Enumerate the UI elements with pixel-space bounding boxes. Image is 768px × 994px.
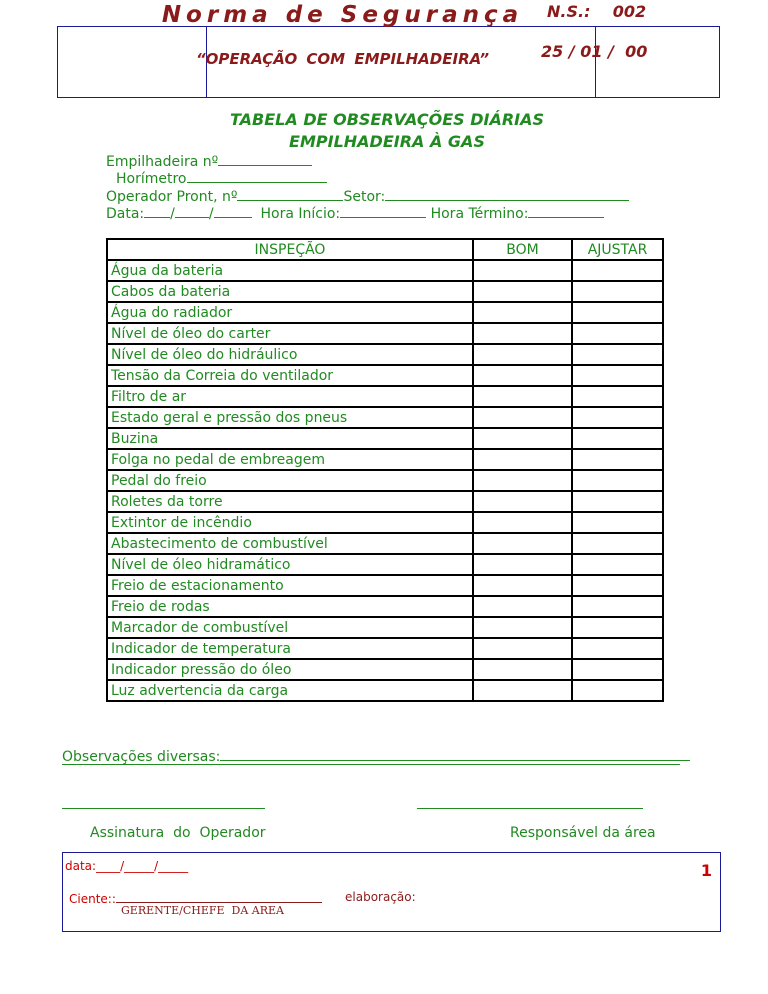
operador-signature-label: Assinatura do Operador — [90, 825, 266, 841]
inspection-item: Estado geral e pressão dos pneus — [107, 407, 473, 428]
ciente-label: Ciente:: — [69, 892, 116, 906]
bom-cell[interactable] — [473, 260, 572, 281]
table-row — [107, 365, 663, 386]
responsavel-signature-label: Responsável da área — [510, 825, 656, 841]
bom-cell[interactable] — [473, 659, 572, 680]
bom-cell[interactable] — [473, 596, 572, 617]
inspection-item: Freio de estacionamento — [107, 575, 473, 596]
setor-blank[interactable] — [385, 188, 629, 201]
header-date: 25 / 01 / 00 — [541, 42, 648, 61]
field-horimetro — [116, 170, 327, 187]
ns-cell — [595, 27, 721, 97]
footer-box — [62, 852, 721, 932]
table-row — [107, 491, 663, 512]
bom-cell[interactable] — [473, 323, 572, 344]
table-row — [107, 554, 663, 575]
ajustar-cell[interactable] — [572, 323, 663, 344]
ajustar-cell[interactable] — [572, 638, 663, 659]
page-number: 1 — [700, 861, 712, 880]
ajustar-cell[interactable] — [572, 449, 663, 470]
inspection-item: Tensão da Correia do ventilador — [107, 365, 473, 386]
inspection-item: Água do radiador — [107, 302, 473, 323]
empilhadeira-blank[interactable] — [218, 153, 312, 166]
ajustar-cell[interactable] — [572, 260, 663, 281]
ajustar-cell[interactable] — [572, 365, 663, 386]
inspection-item: Luz advertencia da carga — [107, 680, 473, 701]
bom-cell[interactable] — [473, 470, 572, 491]
ns-number — [547, 2, 646, 21]
data-month-blank[interactable] — [175, 205, 209, 218]
inspection-item: Filtro de ar — [107, 386, 473, 407]
ajustar-cell[interactable] — [572, 596, 663, 617]
empilhadeira-label: Empilhadeira nº — [106, 154, 219, 170]
observacoes-blank-2[interactable] — [62, 764, 680, 765]
table-row — [107, 323, 663, 344]
data-label: Data: — [106, 206, 145, 222]
bom-cell[interactable] — [473, 575, 572, 596]
ciente-blank[interactable] — [116, 890, 322, 903]
inspection-item: Nível de óleo hidramático — [107, 554, 473, 575]
operador-blank[interactable] — [237, 188, 343, 201]
setor-label: Setor: — [343, 189, 386, 205]
operador-signature-line[interactable] — [62, 808, 265, 809]
bom-cell[interactable] — [473, 428, 572, 449]
inspection-item: Nível de óleo do carter — [107, 323, 473, 344]
table-row — [107, 533, 663, 554]
bom-cell[interactable] — [473, 617, 572, 638]
bom-cell[interactable] — [473, 554, 572, 575]
table-title-line1: TABELA DE OBSERVAÇÕES DIÁRIAS — [229, 110, 545, 129]
bom-cell[interactable] — [473, 365, 572, 386]
ajustar-cell[interactable] — [572, 512, 663, 533]
observacoes-label: Observações diversas: — [62, 749, 221, 765]
ajustar-cell[interactable] — [572, 470, 663, 491]
table-row — [107, 512, 663, 533]
ajustar-cell[interactable] — [572, 554, 663, 575]
table-row — [107, 470, 663, 491]
table-row — [107, 428, 663, 449]
bom-cell[interactable] — [473, 407, 572, 428]
gerente-label: GERENTE/CHEFE DA AREA — [121, 904, 284, 917]
header-inspecao: INSPEÇÃO — [107, 239, 473, 260]
ajustar-cell[interactable] — [572, 428, 663, 449]
ajustar-cell[interactable] — [572, 659, 663, 680]
inspection-item: Indicador pressão do óleo — [107, 659, 473, 680]
table-row — [107, 596, 663, 617]
table-row — [107, 407, 663, 428]
ajustar-cell[interactable] — [572, 617, 663, 638]
table-row — [107, 575, 663, 596]
inspection-item: Roletes da torre — [107, 491, 473, 512]
inspection-item: Água da bateria — [107, 260, 473, 281]
ajustar-cell[interactable] — [572, 281, 663, 302]
data-day-blank[interactable] — [144, 205, 170, 218]
bom-cell[interactable] — [473, 302, 572, 323]
bom-cell[interactable] — [473, 386, 572, 407]
bom-cell[interactable] — [473, 638, 572, 659]
hora-inicio-label: Hora Início: — [260, 206, 341, 222]
header-ajustar: AJUSTAR — [572, 239, 663, 260]
table-row — [107, 386, 663, 407]
elaboracao-label: elaboração: — [345, 890, 416, 904]
header-bom: BOM — [473, 239, 572, 260]
ajustar-cell[interactable] — [572, 575, 663, 596]
field-data-hora: Data: / / Hora Início: Hora Término: — [106, 205, 604, 222]
hora-termino-blank[interactable] — [528, 205, 604, 218]
ns-value: 002 — [612, 2, 647, 21]
bom-cell[interactable] — [473, 449, 572, 470]
inspection-item: Freio de rodas — [107, 596, 473, 617]
ajustar-cell[interactable] — [572, 533, 663, 554]
table-row — [107, 449, 663, 470]
ajustar-cell[interactable] — [572, 680, 663, 701]
bom-cell[interactable] — [473, 491, 572, 512]
inspection-item: Cabos da bateria — [107, 281, 473, 302]
observacoes-line — [62, 748, 690, 765]
data-year-blank[interactable] — [214, 205, 252, 218]
table-row — [107, 302, 663, 323]
inspection-item: Abastecimento de combustível — [107, 533, 473, 554]
table-row — [107, 260, 663, 281]
inspection-item: Indicador de temperatura — [107, 638, 473, 659]
ajustar-cell[interactable] — [572, 344, 663, 365]
bom-cell[interactable] — [473, 533, 572, 554]
ajustar-cell[interactable] — [572, 302, 663, 323]
hora-termino-label: Hora Término: — [430, 206, 529, 222]
horimetro-blank[interactable] — [187, 170, 327, 183]
table-row — [107, 680, 663, 701]
responsavel-signature-line[interactable] — [417, 808, 643, 809]
table-row — [107, 617, 663, 638]
inspection-table — [106, 238, 664, 702]
ajustar-cell[interactable] — [572, 386, 663, 407]
horimetro-label: Horímetro — [116, 171, 187, 187]
inspection-item: Buzina — [107, 428, 473, 449]
table-header-row — [107, 239, 663, 260]
field-empilhadeira — [106, 153, 312, 170]
table-row — [107, 659, 663, 680]
ns-label: N.S.: — [547, 2, 591, 21]
inspection-item: Nível de óleo do hidráulico — [107, 344, 473, 365]
operador-label: Operador Pront, nº — [106, 189, 238, 205]
bom-cell[interactable] — [473, 512, 572, 533]
document-subtitle: “OPERAÇÃO COM EMPILHADEIRA” — [195, 50, 490, 68]
observacoes-blank[interactable] — [220, 748, 690, 761]
inspection-item: Pedal do freio — [107, 470, 473, 491]
inspection-item: Marcador de combustível — [107, 617, 473, 638]
table-row — [107, 281, 663, 302]
hora-inicio-blank[interactable] — [340, 205, 426, 218]
document-title: Norma de Segurança — [161, 2, 524, 28]
ajustar-cell[interactable] — [572, 491, 663, 512]
table-row — [107, 344, 663, 365]
bom-cell[interactable] — [473, 344, 572, 365]
ajustar-cell[interactable] — [572, 407, 663, 428]
table-title-line2: EMPILHADEIRA À GAS — [289, 132, 485, 151]
bom-cell[interactable] — [473, 281, 572, 302]
table-row — [107, 638, 663, 659]
bom-cell[interactable] — [473, 680, 572, 701]
inspection-item: Extintor de incêndio — [107, 512, 473, 533]
footer-date: data:____/_____/_____ — [65, 859, 189, 873]
field-operador — [106, 188, 629, 205]
inspection-item: Folga no pedal de embreagem — [107, 449, 473, 470]
